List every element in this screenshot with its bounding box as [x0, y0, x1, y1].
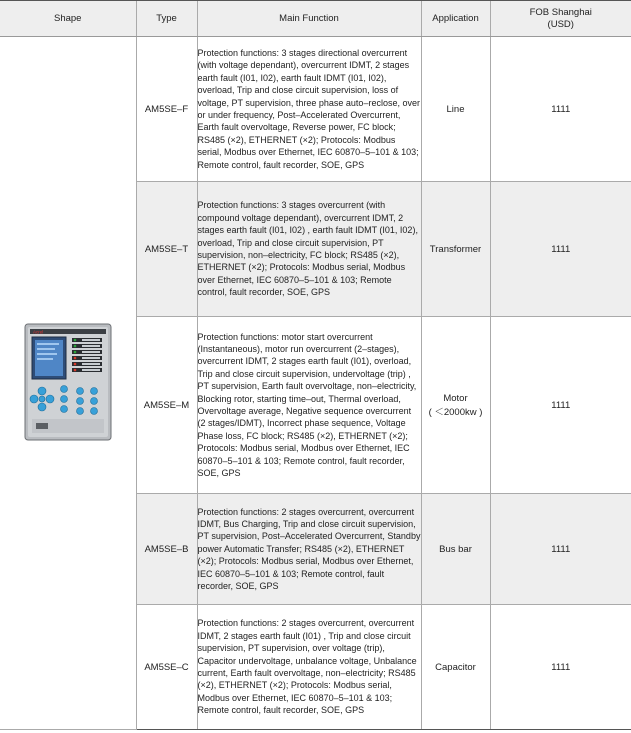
- header-main-function: Main Function: [197, 1, 421, 37]
- row-type-motor: AM5SE–M: [136, 317, 197, 494]
- header-fob-shanghai: [490, 1, 631, 37]
- row-price-motor: 1111: [490, 317, 631, 494]
- row-type-capacitor: AM5SE–C: [136, 605, 197, 730]
- header-shape: Shape: [0, 1, 136, 37]
- row-function-busbar: Protection functions: 2 stages overcurrent, overcurrent IDMT, Bus Charging, Trip and close circuit supervision, PT supervision, Post–Accelerated Overcurrent, Standby power Automatic Transfer; RS485 (×2), ETHERNET (×2); Protocols: Modbus serial, Modbus over Ethernet, IEC 60870–5–101 & 103; Remote control, fault recorder, SOE, GPS: [197, 494, 421, 605]
- device-brand-label: Acrel: [32, 329, 44, 335]
- header-row: [0, 1, 631, 37]
- row-application-motor-sub: ( ＜2000kw ): [428, 406, 483, 418]
- header-application: Application: [421, 1, 490, 37]
- row-application-transformer: Transformer: [421, 182, 490, 317]
- row-function-line: Protection functions: 3 stages directional overcurrent (with voltage dependant), overcurrent IDMT, 2 stages earth fault (I01, I02), earth fault IDMT (I01, I02), overload, Trip and close circuit supervision, loss of voltage, PT supervision, three phase auto–reclose, over or under frequency, Post–Accelerated Overcurrent, Earth fault overvoltage, Reverse power, FC block; RS485 (×2), ETHERNET (×2); Protocols: Modbus serial, Modbus over Ethernet, IEC 60870–5–101 & 103; Remote control, fault recorder, SOE, GPS: [197, 37, 421, 182]
- row-function-motor: Protection functions: motor start overcurrent (Instantaneous), motor run overcurrent (2–stages), overcurrent IDMT, 2 stages earth fault (I01), overload, Trip and close circuit supervision, undervoltage (trip) , PT supervision, Earth fault overvoltage, non–electricity, Blocking rotor, starting time–out, Thermal overload, Overvoltage average, Negative sequence overcurrent (2 stages/IDMT), Incorrect phase sequence, Voltage Phase loss, FC block; RS485 (×2), ETHERNET (×2); Protocols: Modbus serial, Modbus over Ethernet, IEC 60870–5–101 & 103; Remote control, fault recorder, SOE, GPS: [197, 317, 421, 494]
- row-price-transformer: 1111: [490, 182, 631, 317]
- row-application-motor: [421, 317, 490, 494]
- row-application-busbar: Bus bar: [421, 494, 490, 605]
- header-fob-line1: FOB Shanghai: [529, 7, 592, 19]
- header-fob-line2: (USD): [547, 18, 574, 30]
- row-price-capacitor: 1111: [490, 605, 631, 730]
- row-type-busbar: AM5SE–B: [136, 494, 197, 605]
- row-application-capacitor: Capacitor: [421, 605, 490, 730]
- row-type-line: AM5SE–F: [136, 37, 197, 182]
- header-type: Type: [136, 1, 197, 37]
- table-row: [0, 37, 631, 182]
- shape-cell: [0, 37, 136, 730]
- row-price-busbar: 1111: [490, 494, 631, 605]
- row-application-line: Line: [421, 37, 490, 182]
- row-function-capacitor: Protection functions: 2 stages overcurrent, overcurrent IDMT, 2 stages earth fault (I01) , Trip and close circuit supervision, PT supervision, over voltage (trip), Capacitor undervoltage, unbalance voltage, Unbalance current, Earth fault overvoltage, non–electricity; RS485 (×2), ETHERNET (×2); Protocols: Modbus serial, Modbus over Ethernet, IEC 60870–5–101 & 103; Remote control, fault recorder, SOE, GPS: [197, 605, 421, 730]
- row-price-line: 1111: [490, 37, 631, 182]
- relay-device-icon: [24, 323, 112, 441]
- row-type-transformer: AM5SE–T: [136, 182, 197, 317]
- row-function-transformer: Protection functions: 3 stages overcurrent (with compound voltage dependant), overcurrent IDMT, 2 stages earth fault (I01, I02) , earth fault IDMT (I01, I02), overload, Trip and close circuit supervision, PT supervision, non–electricity, FC block; RS485 (×2), ETHERNET (×2); Protocols: Modbus serial, Modbus over Ethernet, IEC 60870–5–101 & 103; Remote control, fault recorder, SOE, GPS: [197, 182, 421, 317]
- row-application-motor-label: Motor: [443, 392, 468, 404]
